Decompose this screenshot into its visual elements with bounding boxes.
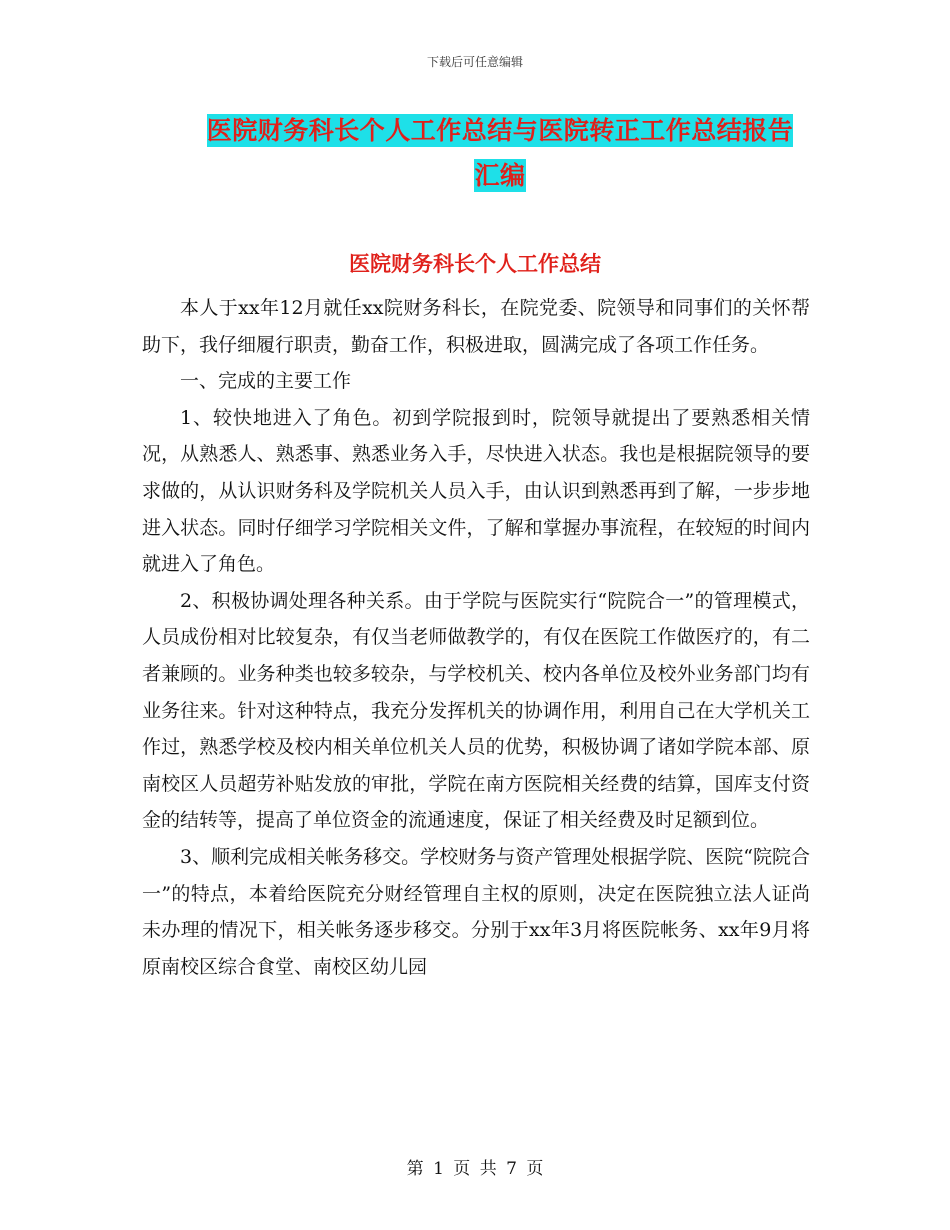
- page-indicator: 第 1 页 共 7 页: [406, 1159, 544, 1179]
- paragraph-item-3: 3、顺利完成相关帐务移交。学校财务与资产管理处根据学院、医院“院院合一”的特点，本着给医院充分财经管理自主权的原则，决定在医院独立法人证尚未办理的情况下，相关帐务逐步移交。分别于xx年3月将医院帐务、xx年9月将原南校区综合食堂、南校区幼儿园: [142, 845, 810, 978]
- paragraph-item-1: 1、较快地进入了角色。初到学院报到时，院领导就提出了要熟悉相关情况，从熟悉人、熟悉事、熟悉业务入手，尽快进入状态。我也是根据院领导的要求做的，从认识财务科及学院机关人员入手，由认识到熟悉再到了解，一步步地进入状态。同时仔细学习学院相关文件，了解和掌握办事流程，在较短的时间内就进入了角色。: [142, 406, 810, 576]
- section-title: 医院财务科长个人工作总结: [349, 251, 601, 276]
- document-main-title: [190, 108, 810, 198]
- paragraph-heading-main-work: 一、完成的主要工作: [180, 370, 352, 393]
- document-body: [142, 290, 810, 985]
- main-title-line-2: 汇编: [474, 161, 526, 190]
- paragraph-item-2: 2、积极协调处理各种关系。由于学院与医院实行“院院合一”的管理模式，人员成份相对比较复杂，有仅当老师做教学的，有仅在医院工作做医疗的，有二者兼顾的。业务种类也较多较杂，与学校机关、校内各单位及校外业务部门均有业务往来。针对这种特点，我充分发挥机关的协调作用，利用自己在大学机关工作过，熟悉学校及校内相关单位机关人员的优势，积极协调了诸如学院本部、原南校区人员超劳补贴发放的审批，学院在南方医院相关经费的结算，国库支付资金的结转等，提高了单位资金的流通速度，保证了相关经费及时足额到位。: [142, 589, 810, 832]
- paragraph-intro: 本人于xx年12月就任xx院财务科长，在院党委、院领导和同事们的关怀帮助下，我仔细履行职责，勤奋工作，积极进取，圆满完成了各项工作任务。: [142, 297, 810, 356]
- download-note: 下载后可任意编辑: [426, 55, 523, 69]
- main-title-line-1: 医院财务科长个人工作总结与医院转正工作总结报告: [206, 116, 794, 145]
